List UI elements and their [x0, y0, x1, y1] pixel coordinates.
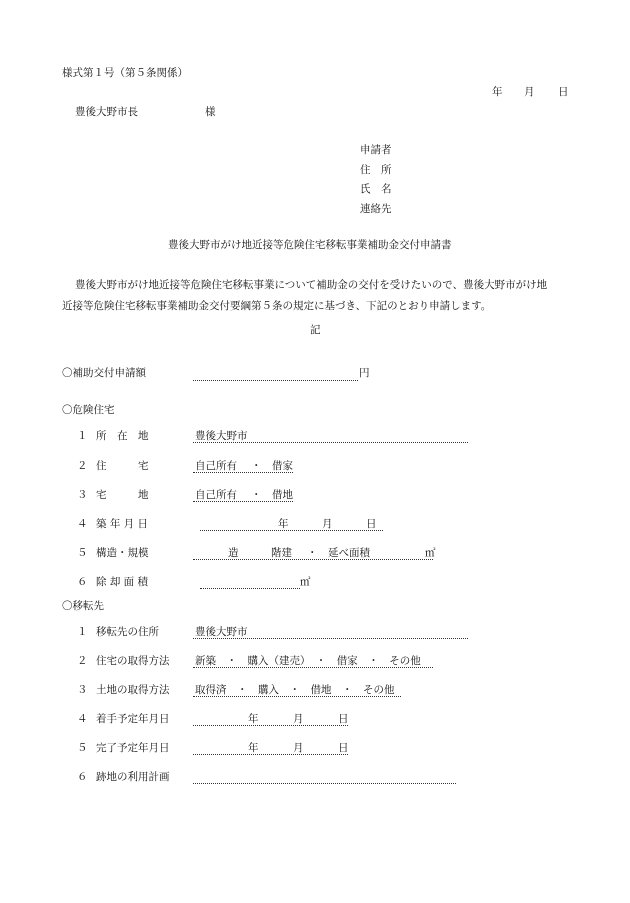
danger-item-no: ３: [77, 489, 88, 501]
danger-location-value: 豊後大野市: [195, 430, 248, 442]
date-day: 日: [558, 86, 569, 98]
danger-house-opt1: 自己所有: [195, 460, 237, 472]
danger-demolition-field: [200, 588, 300, 589]
relocation-item-no: １: [77, 626, 88, 638]
applicant-name-label: 氏 名: [360, 183, 392, 195]
relocation-land-method-label: 土地の取得方法: [96, 684, 170, 696]
relocation-land-method-options: 取得済 ・ 購入 ・ 借地 ・ その他: [195, 684, 395, 696]
relocation-site-plan-label: 跡地の利用計画: [96, 771, 170, 783]
relocation-start-day: 日: [338, 713, 349, 725]
danger-house-sep: ・: [251, 460, 262, 472]
danger-land-label: 宅 地: [96, 489, 149, 501]
subsidy-label: 〇補助交付申請額: [62, 367, 146, 379]
danger-structure-sep: ・: [307, 547, 318, 559]
danger-built-date-label: 築 年 月 日: [96, 518, 149, 530]
relocation-site-plan-field: [193, 783, 456, 784]
relocation-start-month: 月: [293, 713, 304, 725]
date-year: 年: [492, 86, 503, 98]
danger-built-year: 年: [278, 518, 289, 530]
ki-mark: 記: [310, 324, 321, 336]
relocation-item-no: ３: [77, 684, 88, 696]
danger-structure-field: [193, 559, 433, 560]
danger-house-opt2: 借家: [272, 460, 293, 472]
danger-header: 〇危険住宅: [62, 404, 115, 416]
body-line-2: 近接等危険住宅移転事業補助金交付要綱第５条の規定に基づき、下記のとおり申請します。: [62, 300, 492, 312]
relocation-address-label: 移転先の住所: [96, 626, 159, 638]
relocation-end-day: 日: [338, 742, 349, 754]
relocation-house-method-options: 新築 ・ 購入（建売） ・ 借家 ・ その他: [195, 655, 421, 667]
danger-demolition-unit: ㎡: [300, 576, 311, 588]
danger-built-date-field: [200, 530, 383, 531]
danger-item-no: ４: [77, 518, 88, 530]
applicant-address-label: 住 所: [360, 164, 392, 176]
relocation-end-date-field: [193, 754, 348, 755]
relocation-start-year: 年: [248, 713, 259, 725]
danger-location-label: 所 在 地: [96, 430, 149, 442]
danger-structure-kind: 造: [228, 547, 239, 559]
danger-built-month: 月: [322, 518, 333, 530]
subsidy-unit: 円: [359, 367, 370, 379]
danger-structure-area-label: 延べ面積: [328, 547, 370, 559]
relocation-end-year: 年: [248, 742, 259, 754]
danger-structure-unit: ㎡: [425, 547, 436, 559]
danger-location-field: [193, 442, 468, 443]
danger-structure-floors: 階建: [271, 547, 292, 559]
addressee-honorific: 様: [205, 106, 216, 118]
danger-demolition-label: 除 却 面 積: [96, 576, 149, 588]
subsidy-amount-field: [193, 380, 358, 381]
document-title: 豊後大野市がけ地近接等危険住宅移転事業補助金交付申請書: [168, 239, 452, 251]
danger-land-opt1: 自己所有: [195, 489, 237, 501]
relocation-start-date-label: 着手予定年月日: [96, 713, 170, 725]
danger-item-no: ５: [77, 547, 88, 559]
relocation-item-no: ２: [77, 655, 88, 667]
relocation-item-no: ５: [77, 742, 88, 754]
relocation-end-date-label: 完了予定年月日: [96, 742, 170, 754]
addressee-name: 豊後大野市長: [75, 106, 138, 118]
relocation-item-no: ４: [77, 713, 88, 725]
relocation-address-field: [193, 638, 468, 639]
relocation-house-method-label: 住宅の取得方法: [96, 655, 170, 667]
relocation-end-month: 月: [293, 742, 304, 754]
danger-structure-label: 構造・規模: [96, 547, 149, 559]
date-month: 月: [524, 86, 535, 98]
applicant-label: 申請者: [360, 144, 392, 156]
danger-land-sep: ・: [251, 489, 262, 501]
relocation-item-no: ６: [77, 771, 88, 783]
danger-item-no: ６: [77, 576, 88, 588]
danger-item-no: １: [77, 430, 88, 442]
danger-land-field: [193, 501, 293, 502]
danger-house-field: [193, 472, 293, 473]
body-line-1: 豊後大野市がけ地近接等危険住宅移転事業について補助金の交付を受けたいので、豊後大野市がけ地: [75, 279, 548, 291]
relocation-header: 〇移転先: [62, 600, 104, 612]
danger-house-label: 住 宅: [96, 460, 149, 472]
relocation-house-method-field: [193, 667, 433, 668]
relocation-address-value: 豊後大野市: [195, 626, 248, 638]
form-number: 様式第１号（第５条関係）: [62, 67, 188, 79]
relocation-land-method-field: [193, 696, 401, 697]
applicant-contact-label: 連絡先: [360, 203, 392, 215]
danger-item-no: ２: [77, 460, 88, 472]
danger-built-day: 日: [366, 518, 377, 530]
danger-land-opt2: 借地: [272, 489, 293, 501]
relocation-start-date-field: [193, 725, 348, 726]
